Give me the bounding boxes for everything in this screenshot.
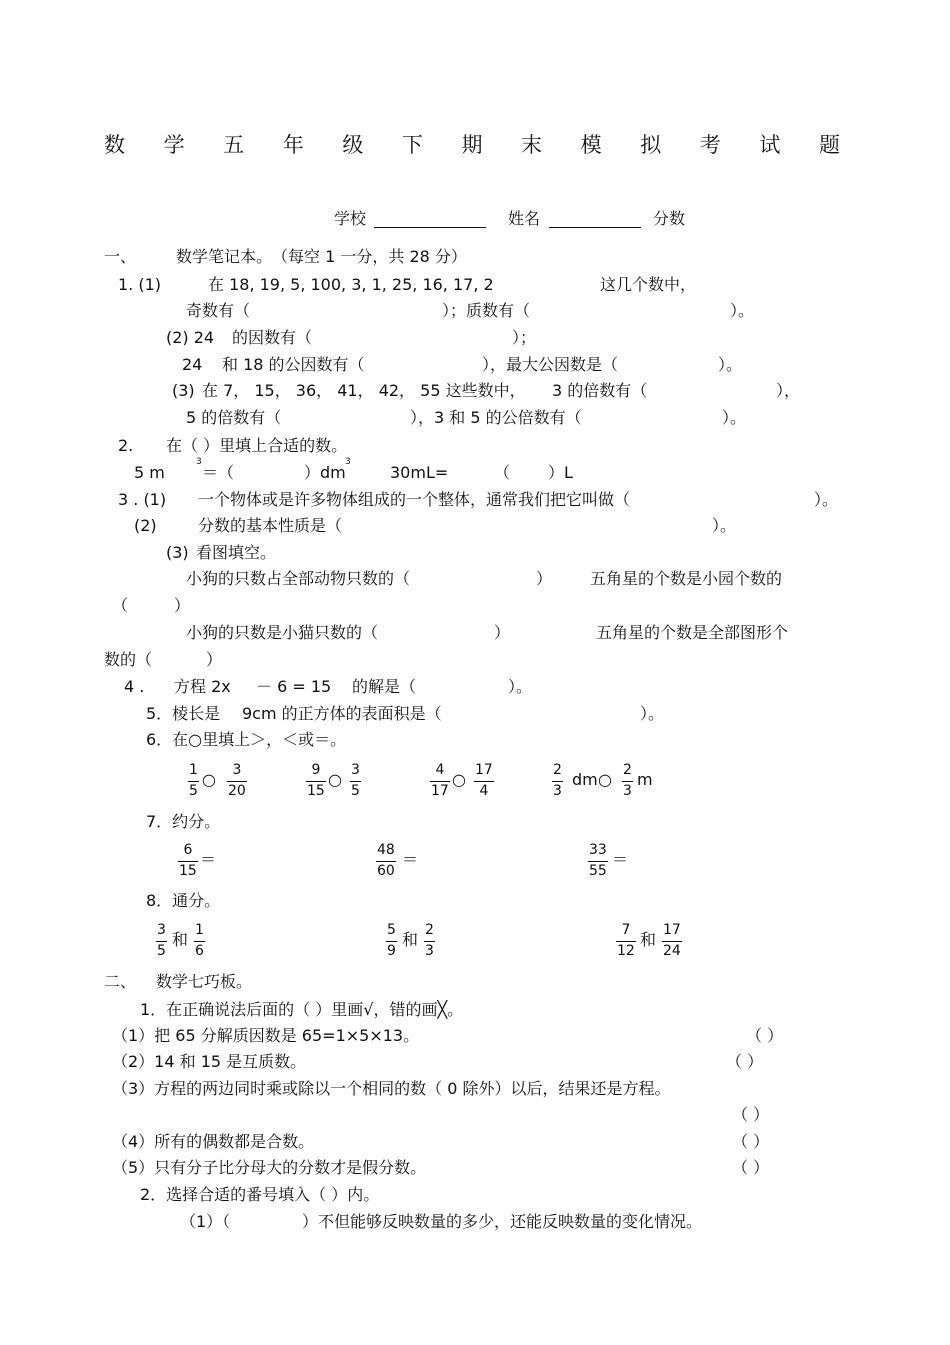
title-char: 模 (580, 133, 602, 157)
q2-a-unit-sup: 3 (345, 457, 351, 467)
q6-3-frac-b: 17 4 (475, 762, 493, 799)
q2-text: 在（ ）里填上合适的数。 (166, 436, 348, 455)
q3-dog-all: 小狗的只数占全部动物只数的（ (186, 569, 411, 588)
q1-p3-mult5: 5 的倍数有（ (186, 408, 282, 427)
tf-answer-1[interactable]: （ ） (746, 1026, 784, 1045)
q3-label: 3 . (1) (118, 490, 167, 509)
q7-2-eq: ＝ (402, 850, 419, 869)
q8-2-frac-a: 5 9 (387, 922, 396, 959)
school-field[interactable] (374, 211, 486, 228)
q6-2-frac-a: 9 15 (307, 762, 325, 799)
q6-2-circle[interactable]: ○ (328, 770, 342, 789)
section2-name: 数学七巧板。 (156, 972, 253, 991)
tf-answer-5[interactable]: （ ） (732, 1158, 770, 1177)
title-char: 下 (401, 133, 423, 157)
tf-label: 1．在正确说法后面的（ ）里画√，错的画╳。 (140, 1000, 464, 1019)
q7-1-frac: 6 15 (179, 842, 197, 879)
q4-label: 4 . (124, 677, 145, 696)
q6-1-frac-b: 3 20 (228, 762, 246, 799)
q8-3-and: 和 (640, 930, 657, 949)
q1-intro: 在 18, 19, 5, 100, 3, 1, 25, 16, 17, 2 (208, 275, 494, 294)
q3-star-all-b: 数的（ (104, 650, 153, 669)
tf-item-1: （1）把 65 分解质因数是 65=1×5×13。 (112, 1026, 420, 1045)
tf-answer-4[interactable]: （ ） (732, 1132, 770, 1151)
title-char: 题 (818, 133, 840, 157)
title-char: 学 (163, 133, 185, 157)
q2-a: 5 m (134, 463, 165, 482)
q1-p2-text: 的因数有（ (232, 328, 313, 347)
q3-star-all: 五角星的个数是全部图形个 (596, 623, 789, 642)
q6-4-circle[interactable]: ○ (598, 770, 612, 789)
title-char: 数 (104, 133, 125, 157)
q2-b-unit: ）L (548, 463, 573, 482)
q1-common-c: ），最大公因数是（ (482, 355, 619, 374)
section2-heading: 二、 (104, 972, 137, 991)
page-title (104, 132, 840, 158)
q3-dog-cat: 小狗的只数是小猫只数的（ (186, 623, 379, 642)
choice-item1-a: （1）（ (180, 1212, 231, 1231)
q1-common-b: 和 18 的公因数有（ (222, 355, 365, 374)
q7-2-frac: 48 60 (377, 842, 395, 879)
q1-p3-mult3-end: ）， (776, 381, 801, 400)
q7-label: 7．约分。 (146, 812, 221, 831)
q2-label: 2. (118, 436, 134, 455)
q7-1-eq: ＝ (200, 850, 217, 869)
q1-intro-end: 这几个数中， (600, 275, 697, 294)
title-char: 考 (699, 133, 721, 157)
q1-p3-text: 在 7， 15， 36， 41， 42， 55 这些数中， (202, 381, 526, 400)
q4-text-a: 方程 2x (174, 677, 231, 696)
q3-p2-end: ）。 (712, 516, 737, 535)
q1-p3-mult3: 3 的倍数有（ (552, 381, 648, 400)
q6-1-circle[interactable]: ○ (202, 770, 216, 789)
q3-star-garden-end: ） (174, 596, 191, 615)
q1-p2-end: ）； (512, 328, 537, 347)
q8-1-frac-b: 1 6 (195, 922, 204, 959)
tf-item-5: （5）只有分子比分母大的分数才是假分数。 (112, 1158, 427, 1177)
choice-item1-b: ）不但能够反映数量的多少，还能反映数量的变化情况。 (302, 1212, 703, 1231)
q1-end: ）。 (730, 301, 755, 320)
q6-1-frac-a: 1 5 (189, 762, 198, 799)
q6-4-frac-b: 2 3 (623, 762, 632, 799)
q8-1-and: 和 (172, 930, 189, 949)
q6-3-frac-a: 4 17 (431, 762, 449, 799)
q1-p3-end: ）。 (722, 408, 747, 427)
q1-common-end: ）。 (718, 355, 743, 374)
q1-odd: 奇数有（ (186, 301, 251, 320)
q1-p2-label: (2) 24 (166, 328, 215, 347)
q3-p3-text: 看图填空。 (196, 543, 277, 562)
q2-a-eq: ＝（ (202, 463, 235, 482)
q8-3-frac-b: 17 24 (663, 922, 681, 959)
q7-3-eq: ＝ (612, 850, 629, 869)
title-char: 年 (282, 133, 304, 157)
q6-3-circle[interactable]: ○ (452, 770, 466, 789)
q1-p3-label: (3) (172, 381, 195, 400)
q3-text: 一个物体或是许多物体组成的一个整体，通常我们把它叫做（ (198, 490, 631, 509)
q8-3-frac-a: 7 12 (617, 922, 635, 959)
section1-heading: 一、 (104, 247, 137, 266)
q5-label: 5．棱长是 (146, 704, 221, 723)
tf-item-4: （4）所有的偶数都是合数。 (112, 1132, 315, 1151)
choice-label: 2．选择合适的番号填入（ ）内。 (140, 1185, 380, 1204)
q4-text-c: 的解是（ (352, 677, 417, 696)
tf-answer-3[interactable]: （ ） (732, 1105, 770, 1124)
q3-star-garden-blank: （ (112, 596, 129, 615)
title-char: 五 (223, 133, 245, 157)
q3-dog-all-end: ） (536, 569, 553, 588)
tf-item-3: （3）方程的两边同时乘或除以一个相同的数（ 0 除外）以后，结果还是方程。 (112, 1079, 671, 1098)
q3-star-garden: 五角星的个数是小园个数的 (590, 569, 783, 588)
q3-p3-label: (3) (166, 543, 189, 562)
q3-end: ）。 (814, 490, 839, 509)
title-char: 末 (521, 133, 543, 157)
q8-1-frac-a: 3 5 (157, 922, 166, 959)
name-label: 姓名 (508, 209, 541, 228)
q6-4-frac-a: 2 3 (553, 762, 562, 799)
q8-label: 8．通分。 (146, 891, 221, 910)
section1-points: （每空 1 一分，共 28 分） (272, 247, 467, 266)
q3-dog-cat-end: ） (494, 623, 511, 642)
title-char: 级 (342, 133, 364, 157)
q6-4-unit-b: m (637, 770, 653, 789)
q7-3-frac: 33 55 (589, 842, 607, 879)
tf-item-2: （2）14 和 15 是互质数。 (112, 1052, 307, 1071)
q8-2-frac-b: 2 3 (425, 922, 434, 959)
q3-star-all-end: ） (206, 650, 223, 669)
q5-end: ）。 (640, 704, 665, 723)
q8-2-and: 和 (402, 930, 419, 949)
q2-a-unit: ）dm (304, 463, 346, 482)
q4-text-b: － 6 = 15 (256, 677, 332, 696)
title-char: 期 (461, 133, 483, 157)
school-label: 学校 (334, 209, 367, 228)
q3-p2-label: (2) (134, 516, 157, 535)
q1-common-a: 24 (182, 355, 203, 374)
name-field[interactable] (549, 211, 641, 228)
q2-b-open: （ (494, 463, 511, 482)
q5-text: 9cm 的正方体的表面积是（ (242, 704, 442, 723)
tf-answer-2[interactable]: （ ） (726, 1052, 764, 1071)
q2-b: 30mL= (390, 463, 449, 482)
q6-2-frac-b: 3 5 (351, 762, 360, 799)
q6-4-unit-a: dm (572, 770, 598, 789)
q1-p3-mult15: ），3 和 5 的公倍数有（ (410, 408, 582, 427)
q6-label: 6．在○里填上＞，＜或＝。 (146, 730, 347, 749)
q2-a-sup: 3 (196, 457, 202, 467)
q3-p2-text: 分数的基本性质是（ (198, 516, 343, 535)
q4-end: ）。 (508, 677, 533, 696)
score-label: 分数 (653, 209, 686, 228)
section1-name: 数学笔记本。 (176, 247, 273, 266)
title-char: 拟 (640, 133, 662, 157)
q1-label: 1. (1) (118, 275, 162, 294)
title-char: 试 (759, 133, 781, 157)
q1-prime: ）；质数有（ (442, 301, 531, 320)
